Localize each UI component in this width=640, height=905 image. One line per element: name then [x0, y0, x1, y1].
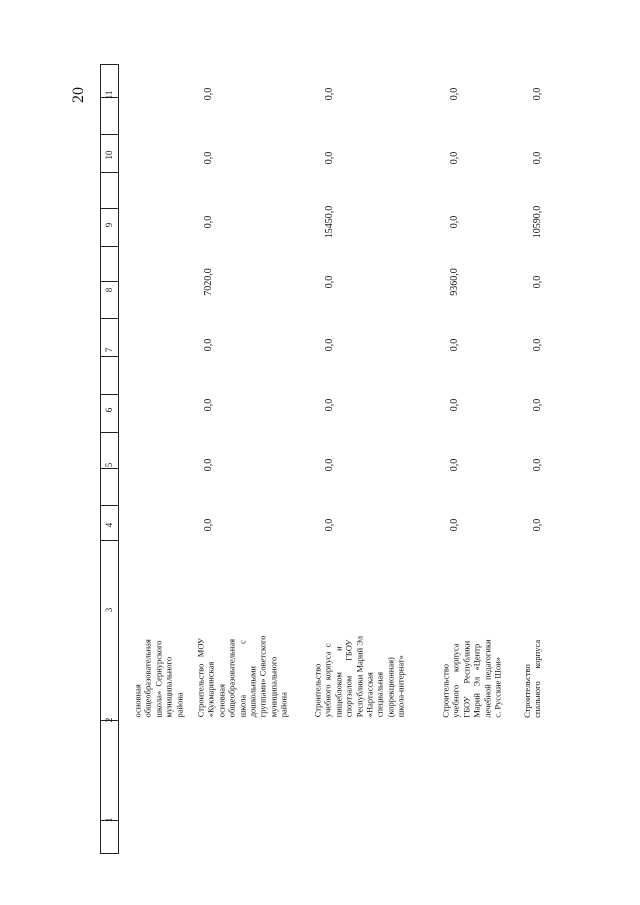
- column-number: 6: [104, 407, 114, 413]
- row-value: 9360,0: [449, 268, 460, 296]
- row-description-line: общеобразовательная: [227, 639, 238, 718]
- row-description-line: Республики Марий Эл: [354, 636, 365, 718]
- row-value: 0,0: [532, 458, 543, 472]
- row-value: 15450,0: [324, 205, 335, 239]
- row-value: 0,0: [203, 518, 214, 532]
- row-value: 0,0: [532, 338, 543, 352]
- row-description: [440, 542, 502, 717]
- column-number: 10: [104, 150, 114, 160]
- row-value: 0,0: [203, 151, 214, 165]
- row-description-line: специальная: [375, 672, 386, 718]
- table-rule: [100, 432, 118, 433]
- table-rule-vertical: [100, 64, 101, 854]
- row-description-line: «Нартасская: [365, 672, 376, 718]
- table-rule: [100, 246, 118, 247]
- row-value: 0,0: [449, 338, 460, 352]
- row-value: 0,0: [532, 275, 543, 289]
- row-description-line: муниципального: [268, 656, 279, 718]
- row-value: 0,0: [449, 215, 460, 229]
- row-value: 0,0: [532, 87, 543, 101]
- row-value: 0,0: [203, 338, 214, 352]
- column-number: 9: [104, 222, 114, 228]
- row-value: 0,0: [324, 518, 335, 532]
- row-description: [196, 542, 290, 717]
- row-description-line: основная: [132, 684, 142, 718]
- column-number: 8: [104, 287, 114, 293]
- row-value: 0,0: [449, 151, 460, 165]
- row-value: 10590,0: [532, 205, 543, 239]
- table-rule: [100, 318, 118, 319]
- row-value: 0,0: [324, 398, 335, 412]
- row-description-line: общеобразовательная: [142, 639, 153, 718]
- row-value: 0,0: [449, 518, 460, 532]
- row-description-line: «Кукмаринская: [206, 661, 217, 718]
- row-description-line: пищеблоком и: [333, 646, 344, 718]
- table-rule: [100, 394, 118, 395]
- row-value: 0,0: [532, 151, 543, 165]
- row-value: 0,0: [324, 275, 335, 289]
- row-description-line: Строительство: [313, 663, 323, 718]
- table-rule: [100, 505, 118, 506]
- row-description-line: района: [173, 692, 184, 718]
- row-description-line: Марий Эл «Центр: [471, 643, 482, 718]
- row-description: [132, 543, 184, 718]
- row-description-line: дошкольными: [248, 666, 259, 718]
- table-rule: [100, 208, 118, 209]
- row-description-line: лечебной педагогики: [481, 639, 492, 718]
- row-value: 0,0: [449, 87, 460, 101]
- row-description-line: школа с: [237, 640, 248, 718]
- table-sheet: [98, 64, 638, 854]
- column-number: 2: [104, 717, 114, 723]
- row-value: 0,0: [324, 151, 335, 165]
- row-description-line: муниципального: [163, 656, 174, 718]
- row-value: 0,0: [449, 458, 460, 472]
- column-number: 1: [104, 817, 114, 823]
- row-description-line: ГБОУ Республики: [460, 640, 471, 718]
- row-description-line: учебного корпуса с: [323, 643, 334, 718]
- row-description-line: Строительство МОУ: [196, 638, 206, 718]
- row-value: 0,0: [324, 458, 335, 472]
- row-description-line: с. Русские Шои»: [492, 656, 503, 718]
- page-number: 20: [70, 87, 87, 103]
- table-rule: [100, 853, 118, 854]
- row-description-line: спортзалом ГБОУ: [344, 639, 355, 718]
- column-number: 4: [104, 522, 114, 528]
- row-description: [313, 542, 407, 717]
- column-number: 5: [104, 462, 114, 468]
- row-value: 0,0: [324, 338, 335, 352]
- row-description-line: основная: [216, 684, 227, 718]
- column-number: 11: [104, 90, 114, 100]
- row-description-line: спального корпуса: [532, 639, 543, 718]
- row-description: [522, 542, 543, 717]
- row-description-line: района: [279, 692, 290, 718]
- row-value: 0,0: [203, 458, 214, 472]
- table-rule-vertical: [118, 64, 119, 854]
- column-number: 7: [104, 347, 114, 353]
- table-rule: [100, 64, 118, 65]
- row-description-line: Строительство: [521, 663, 532, 718]
- row-description-line: школа» Сернурского: [152, 640, 163, 718]
- row-value: 0,0: [203, 215, 214, 229]
- column-number: 3: [104, 607, 114, 613]
- row-value: 0,0: [203, 398, 214, 412]
- row-description-line: учебного корпуса: [450, 643, 461, 718]
- table-rule: [100, 540, 118, 541]
- table-rule: [100, 134, 118, 135]
- row-value: 0,0: [324, 87, 335, 101]
- row-value: 0,0: [203, 87, 214, 101]
- row-description-line: (коррекционная): [385, 657, 396, 718]
- row-value: 7020,0: [203, 268, 214, 296]
- row-description-line: Строительство: [439, 663, 450, 718]
- row-value: 0,0: [532, 518, 543, 532]
- row-description-line: школа-интернат»: [396, 655, 407, 718]
- row-description-line: группами» Советского: [258, 635, 269, 718]
- table-rule: [100, 172, 118, 173]
- row-value: 0,0: [532, 398, 543, 412]
- row-value: 0,0: [449, 398, 460, 412]
